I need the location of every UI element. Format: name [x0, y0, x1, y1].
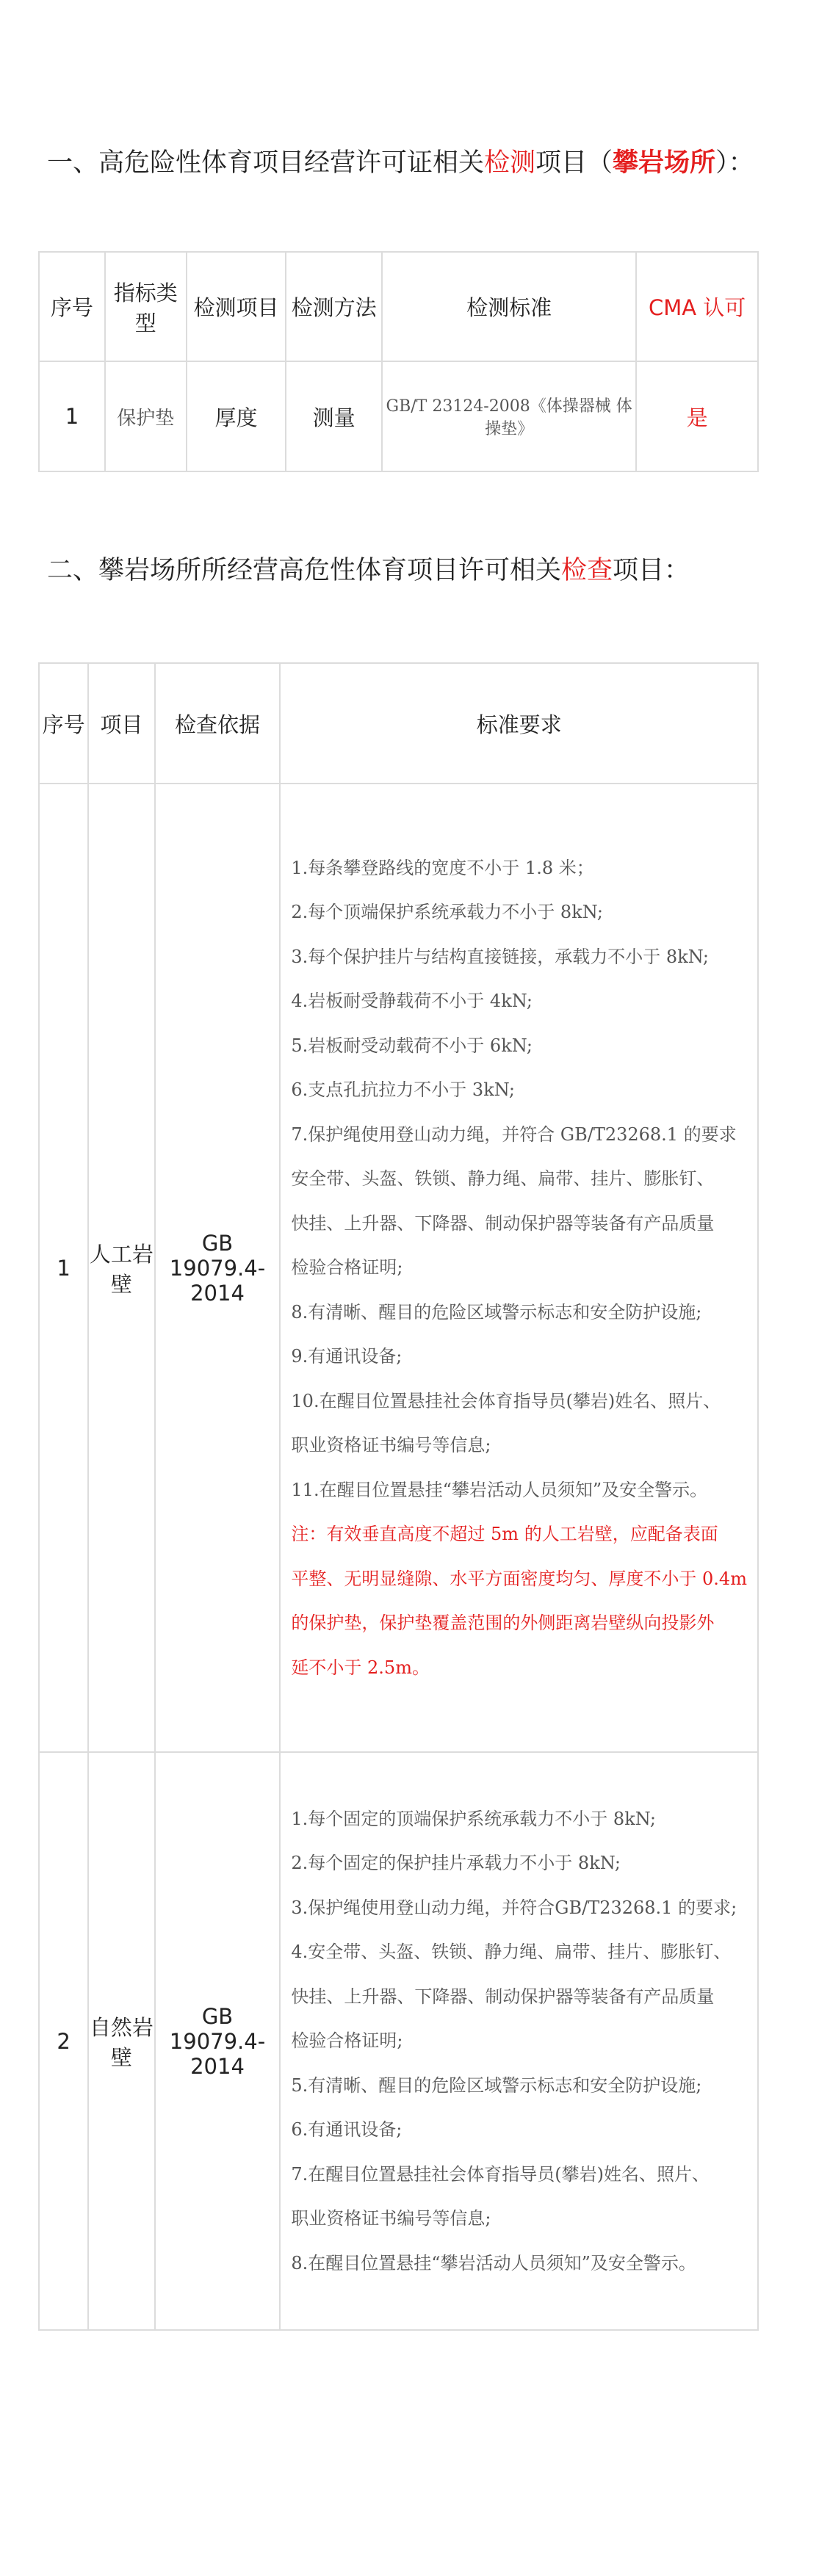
requirement-line: 10.在醒目位置悬挂社会体育指导员(攀岩)姓名、照片、	[291, 1390, 721, 1411]
note-line: 平整、无明显缝隙、水平方面密度均匀、厚度不小于 0.4m	[291, 1568, 747, 1589]
heading-highlight: 检测	[484, 148, 536, 178]
requirement-line: 2.每个顶端保护系统承载力不小于 8kN;	[291, 902, 603, 923]
cell-no: 2	[39, 1752, 88, 2330]
heading-text: 项目：	[613, 556, 690, 585]
note-line: 注：有效垂直高度不超过 5m 的人工岩壁，应配备表面	[291, 1524, 718, 1545]
requirement-line: 11.在醒目位置悬挂“攀岩活动人员须知”及安全警示。	[291, 1479, 708, 1500]
requirement-line: 职业资格证书编号等信息;	[291, 1435, 491, 1456]
requirement-line: 4.安全带、头盔、铁锁、静力绳、扁带、挂片、膨胀钉、	[291, 1942, 732, 1963]
note-line: 的保护垫，保护垫覆盖范围的外侧距离岩壁纵向投影外	[291, 1613, 715, 1634]
table-header-row	[39, 252, 758, 361]
col-header-no: 序号	[39, 252, 105, 361]
col-header-standard: 检测标准	[382, 252, 636, 361]
cell-requirements	[280, 784, 758, 1752]
table-row	[39, 784, 758, 1752]
col-header-item: 检测项目	[187, 252, 286, 361]
section2-heading	[47, 552, 690, 589]
heading-text: 项目（	[535, 148, 613, 178]
heading-highlight-bold: 攀岩场所	[613, 148, 716, 178]
cell-method: 测量	[286, 361, 382, 471]
heading-text: ）：	[715, 148, 754, 178]
cell-no: 1	[39, 784, 88, 1752]
col-header-basis: 检查依据	[155, 663, 281, 784]
cell-requirements	[280, 1752, 758, 2330]
requirement-line: 9.有通讯设备;	[291, 1346, 403, 1367]
cell-item: 自然岩壁	[88, 1752, 154, 2330]
requirement-line: 检验合格证明;	[291, 2030, 403, 2052]
requirement-line: 7.在醒目位置悬挂社会体育指导员(攀岩)姓名、照片、	[291, 2163, 710, 2185]
cell-cma: 是	[636, 361, 758, 471]
table-header-row	[39, 663, 758, 784]
requirement-line: 6.有通讯设备;	[291, 2119, 403, 2141]
table-row	[39, 1752, 758, 2330]
requirement-line: 6.支点孔抗拉力不小于 3kN;	[291, 1079, 515, 1101]
requirement-line: 5.岩板耐受动载荷不小于 6kN;	[291, 1035, 533, 1056]
cell-standard: GB/T 23124-2008《体操器械 体操垫》	[382, 361, 636, 471]
col-header-method: 检测方法	[286, 252, 382, 361]
table-row	[39, 361, 758, 471]
cell-basis: GB 19079.4-2014	[155, 784, 281, 1752]
requirement-line: 7.保护绳使用登山动力绳，并符合 GB/T23268.1 的要求	[291, 1124, 737, 1145]
requirement-line: 8.在醒目位置悬挂“攀岩活动人员须知”及安全警示。	[291, 2252, 696, 2273]
col-header-no: 序号	[39, 663, 88, 784]
requirement-line: 1.每条攀登路线的宽度不小于 1.8 米；	[291, 857, 594, 878]
requirement-line: 1.每个固定的顶端保护系统承载力不小于 8kN;	[291, 1808, 656, 1829]
section1-heading	[47, 145, 754, 181]
requirement-line: 4.岩板耐受静载荷不小于 4kN;	[291, 991, 533, 1012]
col-header-cma: CMA 认可	[636, 252, 758, 361]
cell-item: 人工岩壁	[88, 784, 154, 1752]
requirement-line: 5.有清晰、醒目的危险区域警示标志和安全防护设施;	[291, 2074, 702, 2096]
cell-type: 保护垫	[105, 361, 187, 471]
heading-highlight: 检查	[561, 556, 613, 585]
cell-basis: GB 19079.4-2014	[155, 1752, 281, 2330]
requirement-line: 职业资格证书编号等信息;	[291, 2208, 491, 2229]
requirement-line: 8.有清晰、醒目的危险区域警示标志和安全防护设施;	[291, 1301, 702, 1323]
requirement-line: 快挂、上升器、下降器、制动保护器等装备有产品质量	[291, 1212, 715, 1234]
col-header-requirements: 标准要求	[280, 663, 758, 784]
requirement-line: 快挂、上升器、下降器、制动保护器等装备有产品质量	[291, 1986, 715, 2007]
cell-item: 厚度	[187, 361, 286, 471]
heading-text: 一、高危险性体育项目经营许可证相关	[47, 148, 485, 178]
requirement-line: 2.每个固定的保护挂片承载力不小于 8kN;	[291, 1853, 621, 1874]
col-header-item: 项目	[88, 663, 154, 784]
col-header-type: 指标类型	[105, 252, 187, 361]
cell-no: 1	[39, 361, 105, 471]
requirement-line: 安全带、头盔、铁锁、静力绳、扁带、挂片、膨胀钉、	[291, 1168, 715, 1190]
requirement-line: 检验合格证明;	[291, 1257, 403, 1278]
requirement-line: 3.保护绳使用登山动力绳，并符合GB/T23268.1 的要求;	[291, 1897, 737, 1918]
inspection-items-table	[38, 662, 759, 2331]
testing-items-table	[38, 251, 759, 472]
note-line: 延不小于 2.5m。	[291, 1657, 430, 1678]
heading-text: 二、攀岩场所所经营高危性体育项目许可相关	[47, 556, 562, 585]
requirement-line: 3.每个保护挂片与结构直接链接，承载力不小于 8kN;	[291, 946, 709, 967]
